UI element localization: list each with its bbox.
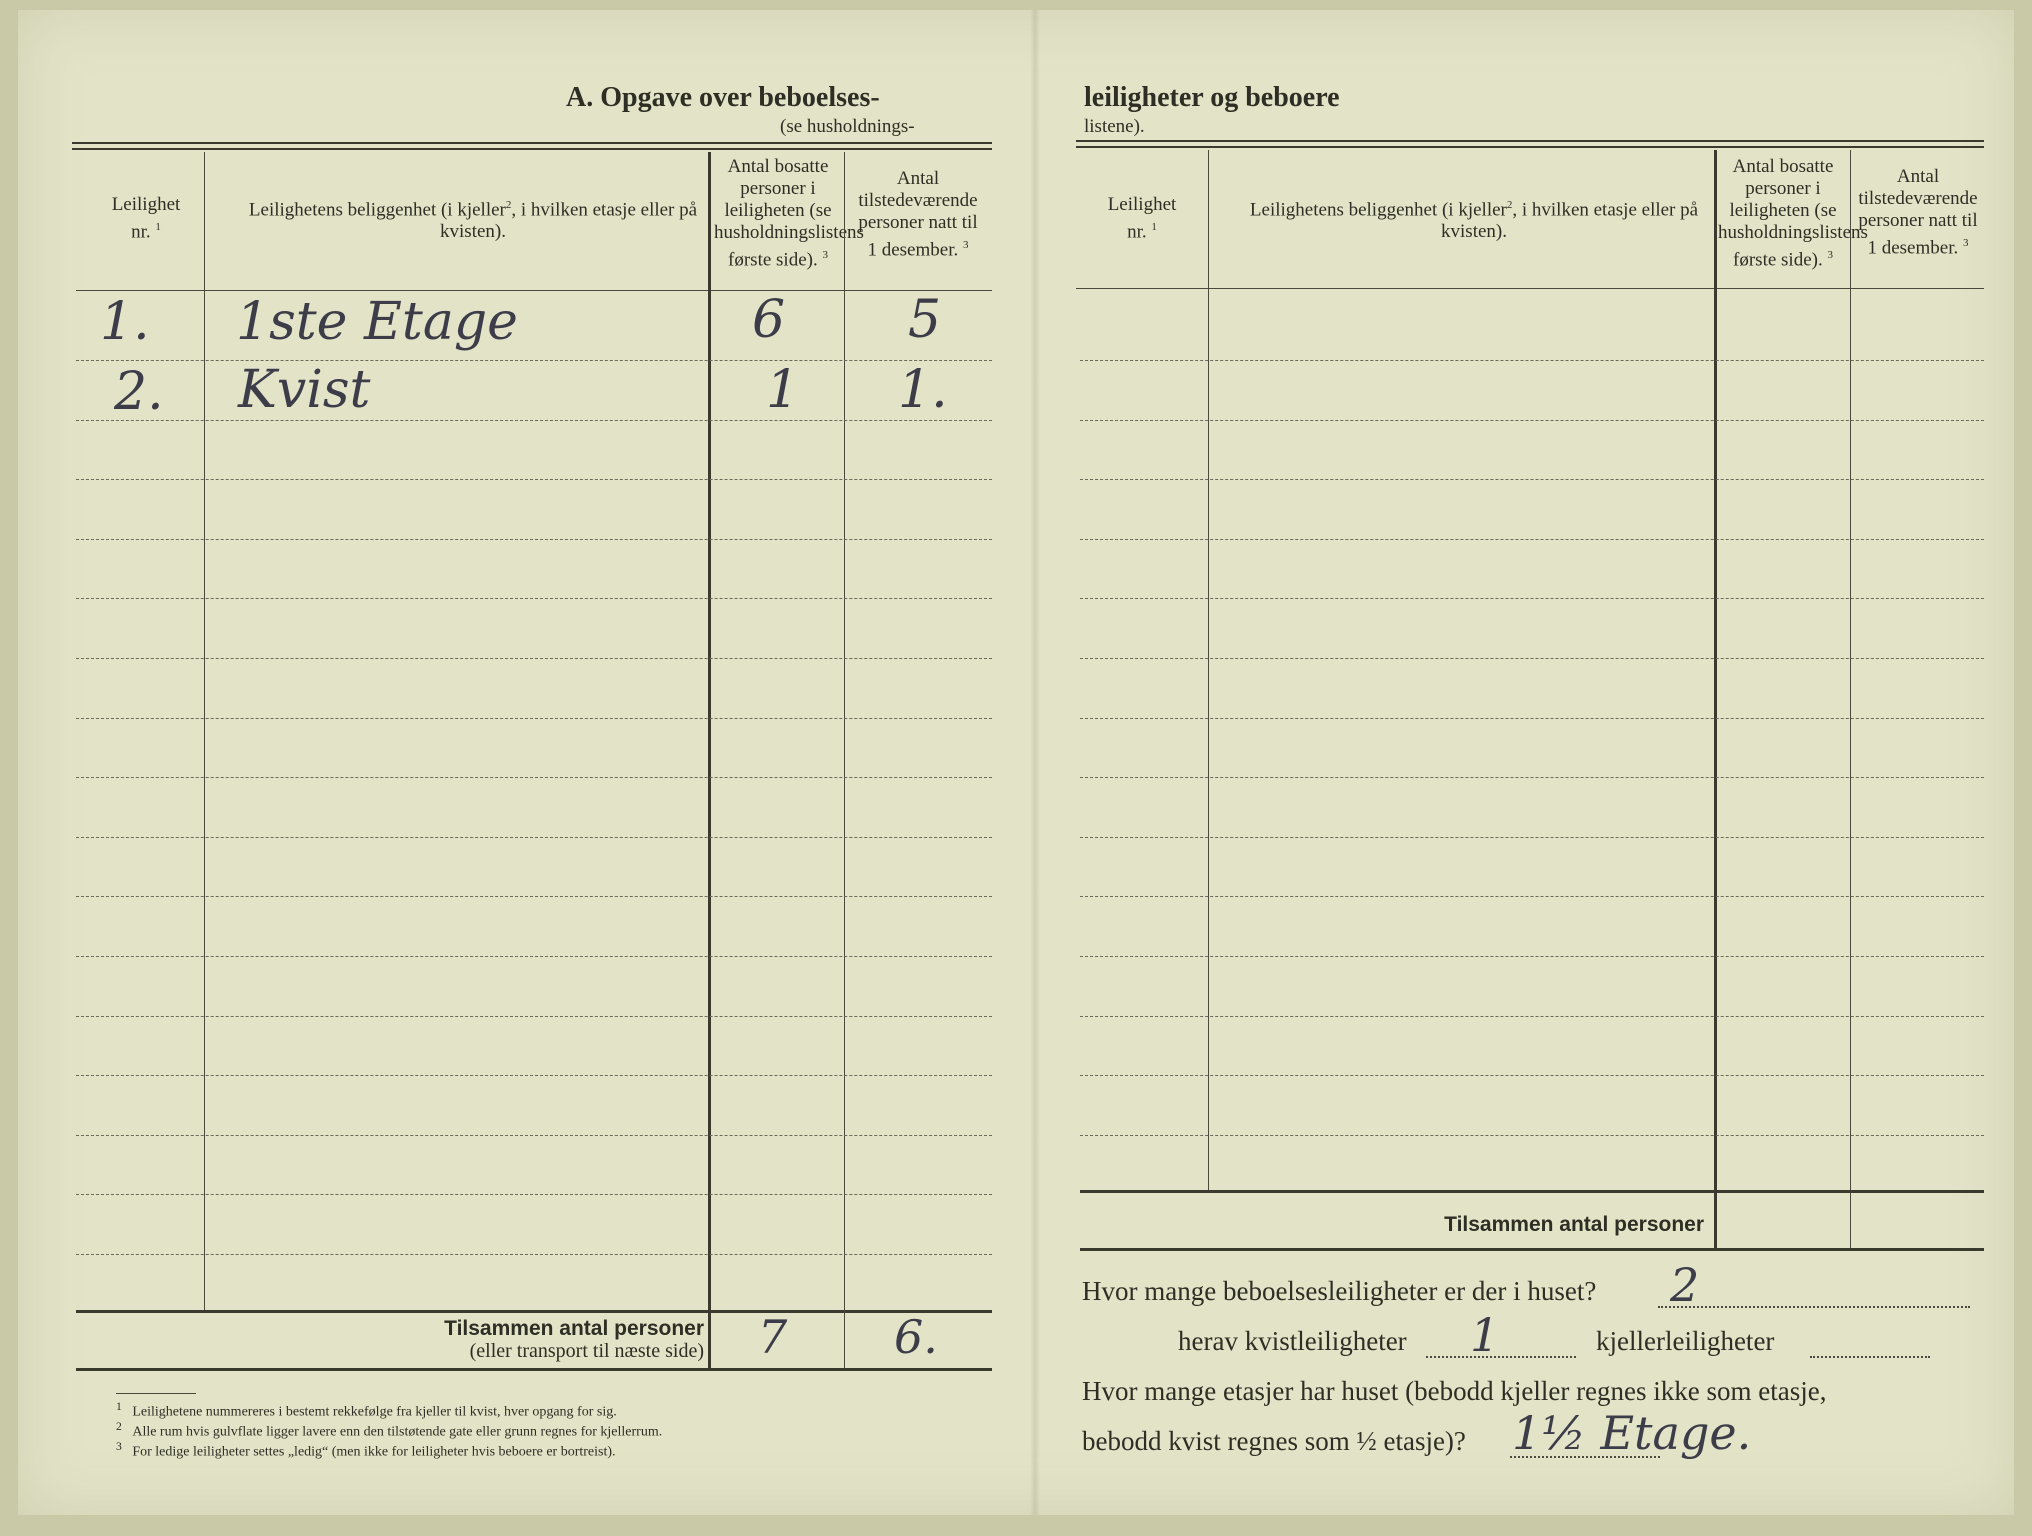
left-row-line — [76, 1075, 992, 1076]
question-kjeller: kjellerleiligheter — [1596, 1326, 1775, 1356]
question-kvist: herav kvistleiligheter — [1178, 1326, 1407, 1356]
left-row-line — [76, 718, 992, 719]
left-row-line — [76, 1135, 992, 1136]
left-row-line — [76, 837, 992, 838]
right-page — [1040, 10, 2014, 1515]
right-row-line — [1080, 658, 1984, 659]
row2-beliggenhet: Kvist — [238, 360, 371, 420]
col-divider-3 — [844, 152, 845, 1312]
left-page — [18, 10, 1030, 1515]
left-row-line — [76, 420, 992, 421]
total-label: Tilsammen antal personer — [444, 1317, 704, 1340]
right-row-line — [1080, 1016, 1984, 1017]
left-row-line — [76, 1254, 992, 1255]
total-bottom-rule — [76, 1368, 992, 1371]
header-beliggenhet: Leilighetens beliggenhet (i kjeller$^2$, i hvilken etasje eller på kvisten). — [248, 199, 698, 243]
footnote-1: $^1$ Leilighetene nummereres i bestemt rekkefølge fra kjeller til kvist, hver opgang for sig. — [116, 1400, 617, 1420]
right-row-line — [1080, 837, 1984, 838]
row2-tilstede: 1. — [898, 360, 948, 420]
right-title: leiligheter og beboere — [1084, 82, 1340, 113]
right-subtitle: listene). — [1084, 116, 1145, 137]
col-divider-2 — [708, 152, 711, 1312]
r-total-bottom-rule — [1080, 1248, 1984, 1251]
r-total-label: Tilsammen antal personer — [1444, 1213, 1704, 1236]
total-label-block — [318, 1318, 704, 1362]
r-header-bottom-rule — [1076, 288, 1984, 289]
header-bottom-rule — [76, 290, 992, 291]
r-col-divider-3 — [1850, 150, 1851, 1248]
question-leiligheter: Hvor mange beboelsesleiligheter er der i huset? — [1082, 1276, 1597, 1306]
right-row-line — [1080, 539, 1984, 540]
row1-bosatte: 6 — [752, 290, 786, 350]
header-tilstede: Antal tilstedeværende personer natt til 1 desember. $^3$ — [858, 168, 978, 261]
total-tilstede: 6. — [894, 1310, 938, 1364]
page-fold — [1030, 10, 1040, 1515]
left-row-line — [76, 479, 992, 480]
r-total-label-block — [1280, 1214, 1704, 1236]
col-divider-1 — [204, 152, 205, 1312]
footnote-rule — [116, 1393, 196, 1394]
right-row-line — [1080, 718, 1984, 719]
r-total-top-rule — [1080, 1190, 1984, 1193]
left-row-line — [76, 598, 992, 599]
question-etasjer-line2: bebodd kvist regnes som ½ etasje)? — [1082, 1426, 1466, 1456]
total-bosatte: 7 — [758, 1310, 788, 1364]
left-row-line — [76, 777, 992, 778]
left-row-line — [76, 360, 992, 361]
r-header-nr: Leilighet nr. $^1$ — [1107, 194, 1177, 243]
left-row-line — [76, 539, 992, 540]
footnote-3: $^3$ For ledige leiligheter settes „ledig“ (men ikke for leiligheter hvis beboere er bortreist). — [116, 1440, 616, 1460]
left-row-line — [76, 956, 992, 957]
row1-beliggenhet: 1ste Etage — [236, 292, 518, 352]
q2-answer: 1½ Etage. — [1512, 1406, 1752, 1460]
right-row-line — [1080, 360, 1984, 361]
left-subtitle: (se husholdnings- — [780, 116, 915, 137]
right-row-line — [1080, 777, 1984, 778]
total-sublabel: (eller transport til næste side) — [469, 1340, 704, 1362]
footnote-2: $^2$ Alle rum hvis gulvflate ligger lavere enn den tilstøtende gate eller grunn regnes for kjellerrum. — [116, 1420, 663, 1440]
r-header-tilstede: Antal tilstedeværende personer natt til 1 desember. $^3$ — [1858, 166, 1978, 259]
header-bosatte: Antal bosatte personer i leiligheten (se husholdningslistens første side). $^3$ — [714, 156, 864, 271]
r-header-bosatte: Antal bosatte personer i leiligheten (se husholdningslistens første side). $^3$ — [1718, 156, 1868, 271]
header-nr: Leilighet nr. $^1$ — [111, 194, 181, 243]
r-col-divider-2 — [1714, 150, 1717, 1248]
q1-kvist-line — [1426, 1356, 1576, 1358]
r-header-top-rule — [1076, 140, 1984, 148]
total-top-rule — [76, 1310, 992, 1313]
r-header-beliggenhet: Leilighetens beliggenhet (i kjeller$^2$, i hvilken etasje eller på kvisten). — [1249, 199, 1699, 243]
right-row-line — [1080, 956, 1984, 957]
row1-tilstede: 5 — [908, 290, 942, 350]
left-row-line — [76, 1016, 992, 1017]
row2-nr: 2. — [114, 362, 164, 422]
total-divider-2 — [844, 1310, 845, 1368]
header-top-rule — [72, 142, 992, 150]
left-row-line — [76, 1194, 992, 1195]
right-row-line — [1080, 1075, 1984, 1076]
right-row-line — [1080, 598, 1984, 599]
r-col-divider-1 — [1208, 150, 1209, 1190]
right-row-line — [1080, 420, 1984, 421]
right-row-line — [1080, 479, 1984, 480]
q1-answer-line — [1658, 1306, 1970, 1308]
q1-kjeller-line — [1810, 1356, 1930, 1358]
total-divider-1 — [708, 1310, 711, 1368]
left-title: A. Opgave over beboelses- — [566, 82, 880, 113]
row1-nr: 1. — [100, 292, 150, 352]
left-row-line — [76, 896, 992, 897]
right-row-line — [1080, 896, 1984, 897]
q1-answer: 2 — [1670, 1258, 1700, 1312]
left-row-line — [76, 658, 992, 659]
right-row-line — [1080, 1135, 1984, 1136]
row2-bosatte: 1 — [766, 360, 800, 420]
census-sheet — [18, 10, 2014, 1515]
q1-kvist-answer: 1 — [1470, 1308, 1500, 1362]
question-etasjer-line1: Hvor mange etasjer har huset (bebodd kjeller regnes ikke som etasje, — [1082, 1376, 1827, 1406]
